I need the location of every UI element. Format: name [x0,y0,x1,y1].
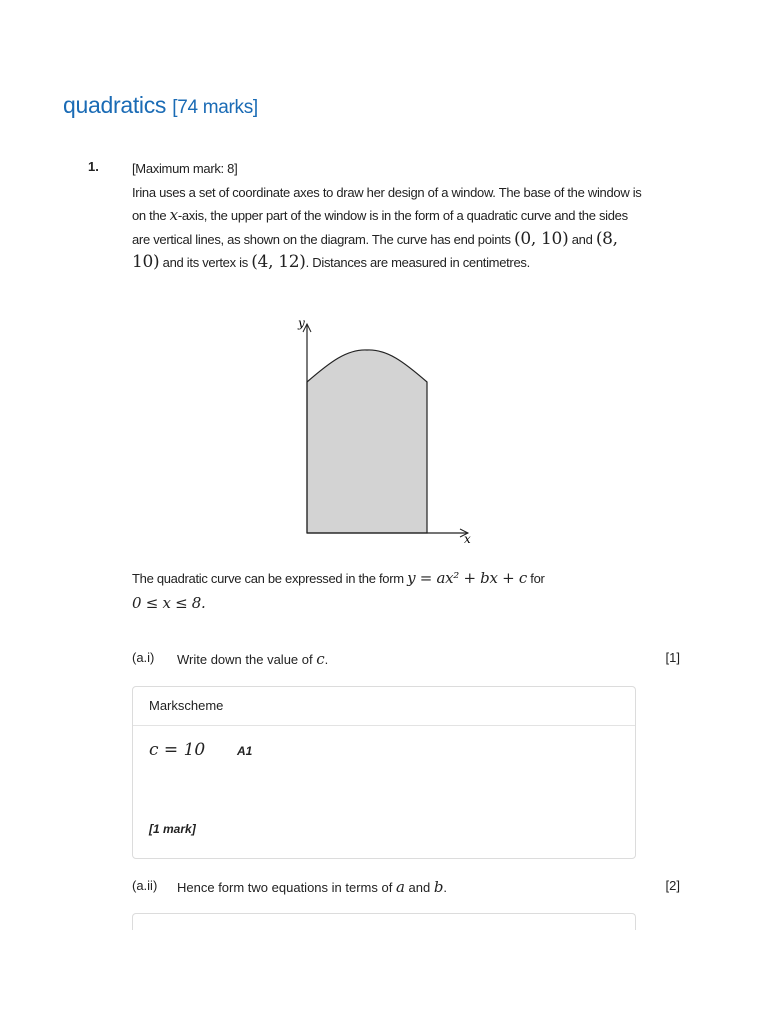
page-title [63,92,258,119]
domain: 0 ≤ x ≤ 8. [132,594,206,612]
window-diagram [290,312,480,552]
page-bottom-mask [0,930,768,1024]
vertex-point: (4, 12) [251,252,306,273]
title-marks: [74 marks] [172,97,258,118]
markscheme-total: [1 mark] [149,822,196,836]
form-text-1: The quadratic curve can be expressed in the form [132,571,408,586]
curve-form-text [132,566,642,616]
y-axis-label: y [298,316,305,330]
window-shape [307,350,427,533]
question-body [132,181,642,275]
part-label: (a.ii) [132,878,158,893]
markscheme-header[interactable]: Markscheme [133,687,635,726]
end-point-1: (0, 10) [513,228,569,249]
markscheme-answer: c = 10 [149,740,206,760]
title-text: quadratics [63,92,167,118]
x-variable: x [169,206,178,225]
body-text-5: . Distances are measured in centimetres. [305,255,530,271]
max-mark: [Maximum mark: 8] [132,161,238,176]
part-text-main: Hence form two equations in terms of [177,880,396,895]
body-text-2: -axis, the upper part of the window is in the form of a quadratic curve and the sides are vertical lines, as shown on the diagram. The curve has end points [132,208,628,247]
part-text-end: . [443,880,448,895]
part-text-end: . [324,652,329,667]
part-text [177,878,447,896]
part-label: (a.i) [132,650,155,665]
question-text [132,157,642,275]
question-number: 1. [88,159,99,174]
markscheme-box[interactable] [132,686,636,859]
x-axis-label: x [464,532,471,546]
part-text-mid: and [404,880,434,895]
part-marks: [2] [665,878,680,893]
part-text [177,650,328,668]
body-text-3: and [568,231,596,247]
markscheme-award: A1 [237,744,253,758]
c-variable: c [316,650,325,668]
markscheme-body [133,726,635,858]
form-text-2: for [526,571,545,586]
a-variable: a [395,878,405,896]
body-text-4: and its vertex is [159,255,252,271]
body-text-1: Irina uses a set of coordinate axes to draw her design of a window. The base of the window is on the [132,184,642,224]
end-point-2: (8, 10) [132,228,618,273]
part-marks: [1] [665,650,680,665]
b-variable: b [433,878,444,896]
part-text-main: Write down the value of [177,652,317,667]
curve-equation: y = ax² + bx + c [407,569,527,587]
